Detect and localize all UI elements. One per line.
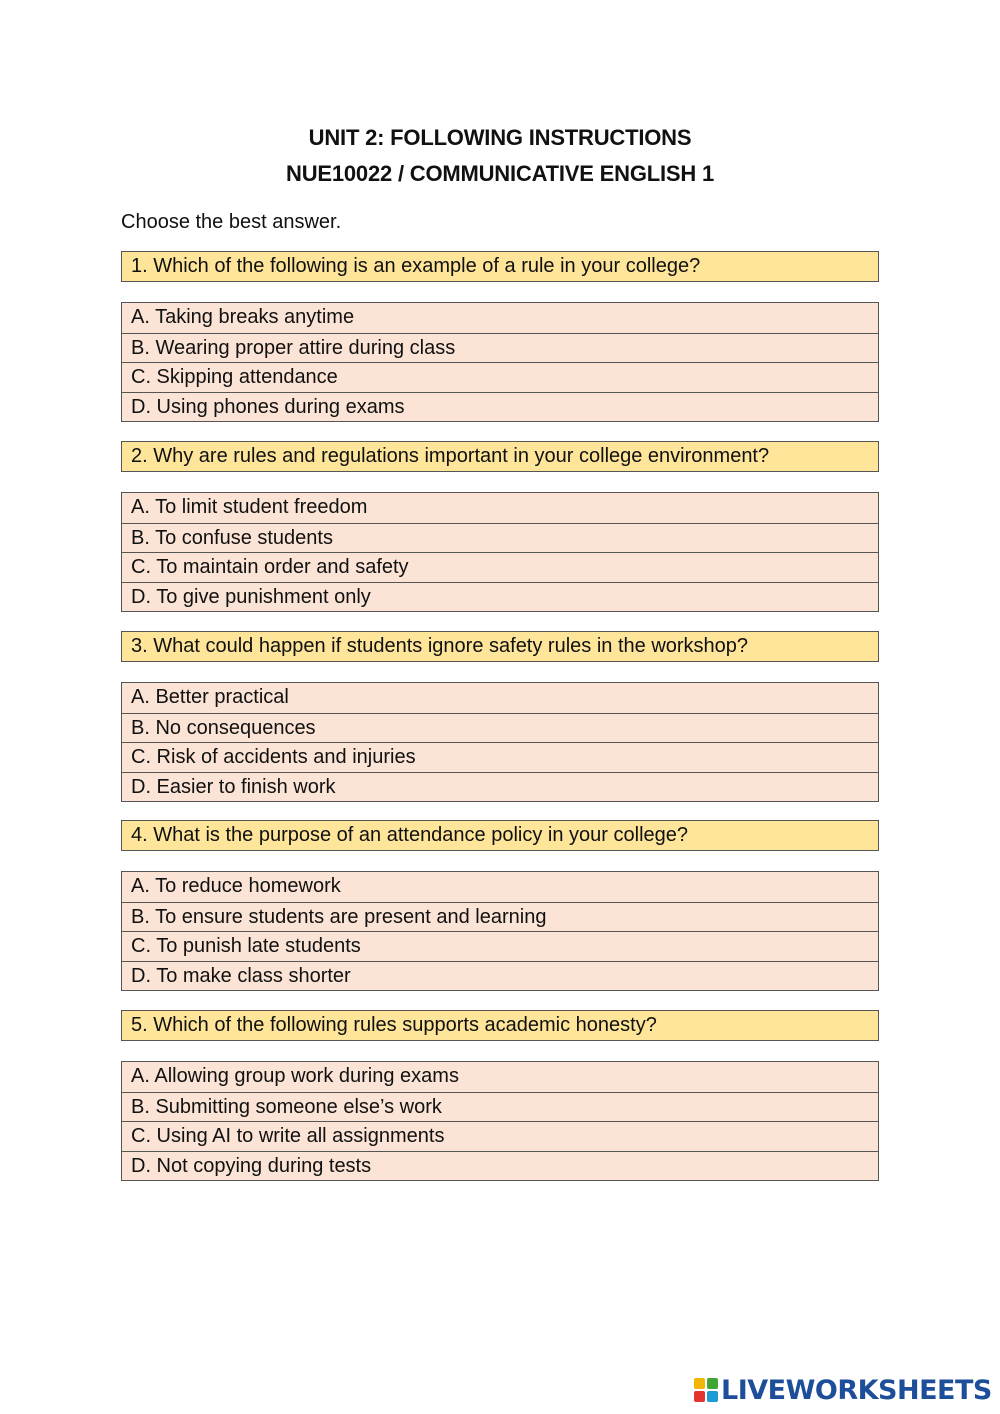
answer-option-a[interactable]: A. To limit student freedom bbox=[131, 496, 368, 518]
answer-option-a[interactable]: A. Better practical bbox=[131, 686, 289, 708]
question-prompt: 3. What could happen if students ignore safety rules in the workshop? bbox=[121, 631, 879, 662]
logo-square-green bbox=[707, 1378, 718, 1389]
answer-option-d[interactable]: D. Easier to finish work bbox=[122, 772, 878, 802]
answer-option-c[interactable]: C. Skipping attendance bbox=[122, 362, 878, 392]
answer-options bbox=[121, 492, 879, 612]
liveworksheets-logo[interactable] bbox=[694, 1372, 992, 1408]
instructions-text: Choose the best answer. bbox=[121, 211, 342, 233]
answer-option-d[interactable]: D. Using phones during exams bbox=[122, 392, 878, 422]
question-block-5 bbox=[121, 1010, 879, 1181]
answer-option-d[interactable]: D. Not copying during tests bbox=[122, 1151, 878, 1181]
logo-square-red bbox=[694, 1391, 705, 1402]
title-line-unit: UNIT 2: FOLLOWING INSTRUCTIONS bbox=[308, 125, 692, 150]
answer-option-c[interactable]: C. Using AI to write all assignments bbox=[122, 1121, 878, 1151]
answer-option-b[interactable]: B. Wearing proper attire during class bbox=[122, 333, 878, 363]
logo-square-yellow bbox=[694, 1378, 705, 1389]
answer-option-d[interactable]: D. To make class shorter bbox=[122, 961, 878, 991]
answer-option-d[interactable]: D. To give punishment only bbox=[122, 582, 878, 612]
answer-option-a[interactable]: A. Taking breaks anytime bbox=[131, 306, 355, 328]
question-prompt: 1. Which of the following is an example of a rule in your college? bbox=[121, 251, 879, 282]
answer-option-b[interactable]: B. No consequences bbox=[122, 713, 878, 743]
answer-options bbox=[121, 1061, 879, 1181]
answer-option-a[interactable]: A. To reduce homework bbox=[131, 875, 341, 897]
question-block-3 bbox=[121, 631, 879, 802]
answer-option-c[interactable]: C. Risk of accidents and injuries bbox=[122, 742, 878, 772]
question-prompt: 2. Why are rules and regulations important in your college environment? bbox=[121, 441, 879, 472]
answer-options bbox=[121, 682, 879, 802]
answer-options bbox=[121, 871, 879, 991]
question-block-2 bbox=[121, 441, 879, 612]
liveworksheets-logo-icon bbox=[694, 1378, 718, 1402]
answer-option-b[interactable]: B. To confuse students bbox=[122, 523, 878, 553]
logo-text: LIVEWORKSHEETS bbox=[721, 1374, 992, 1406]
question-block-4 bbox=[121, 820, 879, 991]
answer-option-c[interactable]: C. To maintain order and safety bbox=[122, 552, 878, 582]
question-prompt: 5. Which of the following rules supports academic honesty? bbox=[121, 1010, 879, 1041]
answer-option-c[interactable]: C. To punish late students bbox=[122, 931, 878, 961]
question-block-1 bbox=[121, 251, 879, 422]
answer-option-a[interactable]: A. Allowing group work during exams bbox=[131, 1065, 459, 1087]
page-title bbox=[0, 120, 1000, 192]
logo-square-blue bbox=[707, 1391, 718, 1402]
title-line-course: NUE10022 / COMMUNICATIVE ENGLISH 1 bbox=[286, 161, 714, 186]
answer-options bbox=[121, 302, 879, 422]
answer-option-b[interactable]: B. To ensure students are present and learning bbox=[122, 902, 878, 932]
answer-option-b[interactable]: B. Submitting someone else’s work bbox=[122, 1092, 878, 1122]
question-prompt: 4. What is the purpose of an attendance policy in your college? bbox=[121, 820, 879, 851]
